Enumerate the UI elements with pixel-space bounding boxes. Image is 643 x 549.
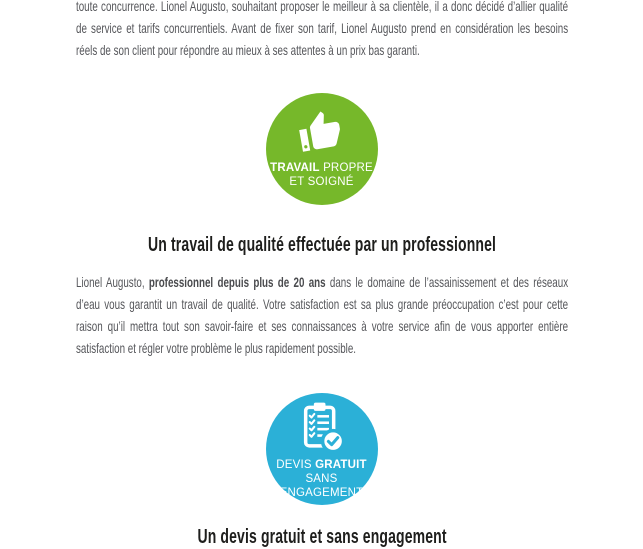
quality-paragraph-start: Lionel Augusto, (75, 274, 149, 290)
quote-heading: Un devis gratuit et sans engagement (196, 526, 447, 548)
clipboard-check-icon (294, 398, 350, 454)
free-quote-badge-label (266, 458, 378, 500)
intro-paragraph: toute concurrence. Lionel Augusto, souhaitant proposer le meilleur à sa clientèle, il a donc décidé d’allier qualité de service et tarifs concurrentiels. Avant de fixer son tarif, Lionel Augusto prend en considération les besoins réels de son client pour répondre au mieux à ses attentes à un prix bas garanti. (75, 0, 568, 58)
quality-paragraph-end: dans le domaine de l’assainissement et des réseaux d’eau vous garantit un travail de qualité. Votre satisfaction est sa plus grande préoccupation c’est pour cette raison qu’il mettra tout son savoir-faire et ses connaissances à votre service afin de vous apporter entière satisfaction et régler votre problème le plus rapidement possible. (75, 274, 568, 356)
free-quote-badge-label-line2: SANS ENGAGEMENT (279, 473, 364, 499)
quality-badge-label-line1 (270, 161, 373, 175)
quality-paragraph-bold: professionnel depuis plus de 20 ans (148, 274, 326, 290)
free-quote-badge-label-bold: GRATUIT (315, 459, 367, 471)
quality-badge-label (270, 161, 373, 189)
thumbs-up-icon (294, 106, 345, 157)
quality-badge-label-bold: TRAVAIL (270, 161, 320, 174)
free-quote-badge (266, 393, 378, 505)
quality-heading: Un travail de qualité effectuée par un professionnel (147, 234, 496, 256)
quality-paragraph (76, 271, 568, 359)
quality-badge (266, 93, 378, 205)
free-quote-badge-label-start: DEVIS (276, 459, 316, 471)
page-content (76, 0, 568, 549)
free-quote-badge-label-line1 (266, 458, 378, 472)
quality-badge-label-rest: PROPRE (319, 161, 373, 174)
quality-badge-label-line2: ET SOIGNÉ (289, 175, 354, 188)
